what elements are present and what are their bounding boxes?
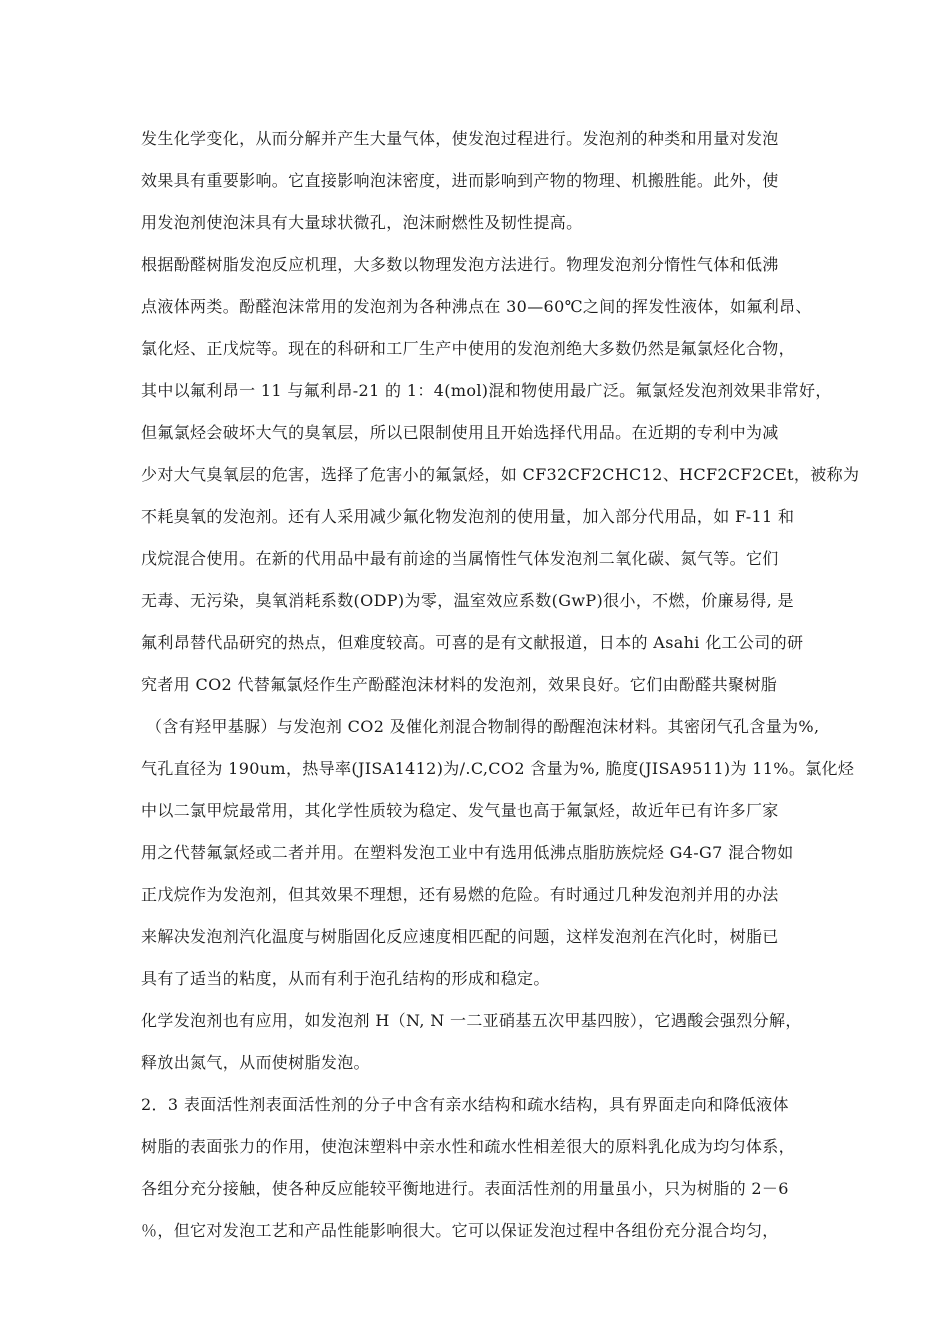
text-line: 发生化学变化，从而分解并产生大量气体，使发泡过程进行。发泡剂的种类和用量对发泡 xyxy=(141,129,779,148)
text-line: 其中以氟利昂一 11 与氟利昂-21 的 1：4(mol)混和物使用最广泛。氟氯烃发泡剂效果非常好， xyxy=(141,381,832,400)
text-line: 释放出氮气，从而使树脂发泡。 xyxy=(141,1053,370,1072)
text-line: 但氟氯烃会破坏大气的臭氧层，所以已限制使用且开始选择代用品。在近期的专利中为减 xyxy=(141,423,779,442)
text-line: 树脂的表面张力的作用，使泡沫塑料中亲水性和疏水性相差很大的原料乳化成为均匀体系， xyxy=(141,1137,796,1156)
text-line: 根据酚醛树脂发泡反应机理，大多数以物理发泡方法进行。物理发泡剂分惰性气体和低沸 xyxy=(141,255,779,274)
text-line: 氟利昂替代品研究的热点，但难度较高。可喜的是有文献报道，日本的 Asahi 化工公司的研 xyxy=(141,633,804,652)
text-line: 用发泡剂使泡沫具有大量球状微孔，泡沫耐燃性及韧性提高。 xyxy=(141,213,583,232)
text-line: 少对大气臭氧层的危害，选择了危害小的氟氯烃，如 CF32CF2CHC12、HCF2CF2CEt，被称为 xyxy=(141,465,860,484)
text-line: ％，但它对发泡工艺和产品性能影响很大。它可以保证发泡过程中各组份充分混合均匀， xyxy=(141,1221,779,1240)
text-line: 究者用 CO2 代替氟氯烃作生产酚醛泡沫材料的发泡剂，效果良好。它们由酚醛共聚树脂 xyxy=(141,675,778,694)
text-line: 正戊烷作为发泡剂，但其效果不理想，还有易燃的危险。有时通过几种发泡剂并用的办法 xyxy=(141,885,779,904)
text-line: 各组分充分接触，使各种反应能较平衡地进行。表面活性剂的用量虽小，只为树脂的 2－6 xyxy=(141,1179,789,1198)
text-line: 中以二氯甲烷最常用，其化学性质较为稳定、发气量也高于氟氯烃，故近年已有许多厂家 xyxy=(141,801,779,820)
text-line: 2．3 表面活性剂表面活性剂的分子中含有亲水结构和疏水结构，具有界面走向和降低液体 xyxy=(141,1095,789,1114)
text-line: 来解决发泡剂汽化温度与树脂固化反应速度相匹配的问题，这样发泡剂在汽化时，树脂已 xyxy=(141,927,779,946)
text-line: 戊烷混合使用。在新的代用品中最有前途的当属惰性气体发泡剂二氧化碳、氮气等。它们 xyxy=(141,549,779,568)
text-line: 用之代替氟氯烃或二者并用。在塑料发泡工业中有选用低沸点脂肪族烷烃 G4-G7 混合物如 xyxy=(141,843,794,862)
text-line: 无毒、无污染，臭氧消耗系数(ODP)为零，温室效应系数(GwP)很小，不燃，价廉易得, 是 xyxy=(141,591,794,610)
text-line: 效果具有重要影响。它直接影响泡沫密度，进而影响到产物的物理、机搬胜能。此外，使 xyxy=(141,171,779,190)
text-line: 点液体两类。酚醛泡沫常用的发泡剂为各种沸点在 30—60℃之间的挥发性液体，如氟利昂、 xyxy=(141,297,812,316)
text-line: 不耗臭氧的发泡剂。还有人采用减少氟化物发泡剂的使用量，加入部分代用品，如 F-11 和 xyxy=(141,507,795,526)
text-line: 具有了适当的粘度，从而有利于泡孔结构的形成和稳定。 xyxy=(141,969,550,988)
text-line: 气孔直径为 190um，热导率(JISA1412)为/.C,CO2 含量为%, 脆度(JISA9511)为 11%。氯化烃 xyxy=(141,759,855,778)
text-line: 化学发泡剂也有应用，如发泡剂 H（N, N 一二亚硝基五次甲基四胺），它遇酸会强烈分解， xyxy=(141,1011,802,1030)
text-line: （含有羟甲基脲）与发泡剂 CO2 及催化剂混合物制得的酚醒泡沫材料。其密闭气孔含量为%, xyxy=(146,717,820,736)
text-line: 氯化烃、正戊烷等。现在的科研和工厂生产中使用的发泡剂绝大多数仍然是氟氯烃化合物， xyxy=(141,339,796,358)
